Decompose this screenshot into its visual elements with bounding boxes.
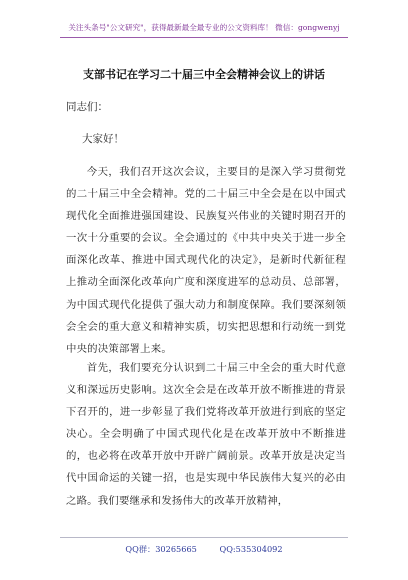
footer <box>0 544 408 555</box>
body-paragraph-1: 今天，我们召开这次会议，主要目的是深入学习贯彻党的二十届三中全会精神。党的二十届三中全会是在以中国式现代化全面推进强国建设、民族复兴伟业的关键时期召开的一次十分重要的会议。全会通过的《中共中央关于进一步全面深化改革、推进中国式现代化的决定》，是新时代新征程上推动全面深化改革向广度和深度进军的总动员、总部署，为中国式现代化提供了强大动力和制度保障。我们要深刻领会全会的重大意义和精神实质，切实把思想和行动统一到党中央的决策部署上来。 <box>66 166 346 355</box>
header-divider <box>60 37 348 38</box>
body-paragraph-2: 首先，我们要充分认识到二十届三中全会的重大时代意义和深远历史影响。这次全会是在改革开放不断推进的背景下召开的，进一步彰显了我们党将改革开放进行到底的坚定决心。全会明确了中国式现代化是在改革开放中不断推进的，也必将在改革开放中开辟广阔前景。改革开放是决定当代中国命运的关键一招，也是实现中华民族伟大复兴的必由之路。我们要继承和发扬伟大的改革开放精神， <box>66 362 346 507</box>
footer-qq: QQ:535304092 <box>219 544 283 554</box>
greeting: 大家好！ <box>82 133 124 145</box>
header-banner: 关注头条号"公文研究"，获得最新最全最专业的公文资料库！ 微信：gongwenyj <box>68 23 340 32</box>
document-title: 支部书记在学习二十届三中全会精神会议上的讲话 <box>83 68 325 81</box>
salutation: 同志们： <box>66 101 108 113</box>
footer-divider <box>60 537 348 538</box>
footer-qq-group: QQ群：30265665 <box>125 544 197 554</box>
